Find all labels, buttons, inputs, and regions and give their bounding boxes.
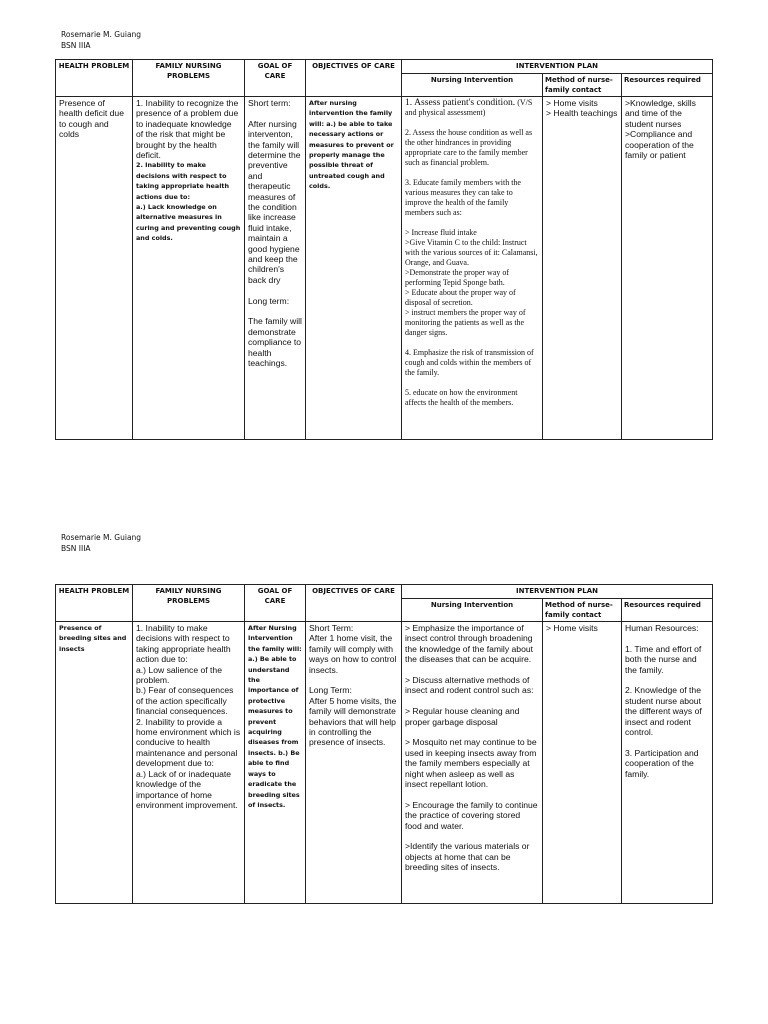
- ni-item-5: > Encourage the family to continue the practice of covering stored food and water.: [405, 799, 538, 831]
- obj-long-text: After 5 home visits, the family will demonstrate behaviors that will help in controlling the presence of insects.: [309, 695, 397, 748]
- family-nursing-problems-header: FAMILY NURSING PROBLEMS: [133, 60, 245, 97]
- ni-item-3-l3: >Demonstrate the proper way of performing Tepid Sponge bath.: [405, 268, 510, 287]
- method-of-contact-cell: [543, 622, 622, 904]
- health-problem-header: HEALTH PROBLEM: [56, 585, 133, 622]
- fnp-item-2a: a.) Lack knowledge on alternative measures in curing and preventing cough and colds.: [136, 203, 241, 243]
- method-item-1: > Home visits: [546, 98, 598, 108]
- health-problem-text: Presence of breeding sites and insects: [59, 624, 127, 653]
- care-plan-table-2: [55, 584, 713, 904]
- goal-of-care-header: GOAL OF CARE: [245, 585, 306, 622]
- ni-item-3-l4: > Educate about the proper way of disposal of secretion.: [405, 288, 516, 307]
- ni-item-1-main: 1. Assess patient's condition.: [405, 97, 516, 108]
- resource-item-2: 2. Knowledge of the student nurse about the different ways of insect and rodent control.: [625, 685, 702, 738]
- intervention-plan-header: INTERVENTION PLAN: [402, 585, 713, 599]
- fnp-item-1: 1. Inability to recognize the presence of a problem due to inadequate knowledge of the risk that might be brought by the health deficit.: [136, 98, 239, 161]
- family-nursing-problems-cell: [133, 97, 245, 440]
- author-name: Rosemarie M. Guiang: [61, 30, 142, 39]
- ni-item-1: [405, 98, 539, 118]
- resources-required-header: Resources required: [622, 74, 713, 97]
- objectives-cell: [306, 97, 402, 440]
- nursing-intervention-header: Nursing Intervention: [402, 599, 543, 622]
- family-nursing-problems-header: FAMILY NURSING PROBLEMS: [133, 585, 245, 622]
- objectives-of-care-header: OBJECTIVES OF CARE: [306, 585, 402, 622]
- ni-item-3: 3. Educate family members with the various measures they can take to improve the health of the family members such as:: [405, 178, 521, 217]
- ni-item-2: > Discuss alternative methods of insect and rodent control such as:: [405, 675, 534, 696]
- resource-item-1: >Knowledge, skills and time of the student nurses: [625, 98, 696, 129]
- objectives-text: After nursing intervention the family will: a.) be able to take necessary actions or measures to prevent or properly manage the possible threat of untreated cough and colds.: [309, 99, 394, 191]
- method-of-contact-cell: [543, 97, 622, 440]
- ni-item-1-paren: (V/S and physical assessment): [405, 98, 533, 117]
- method-item-2: > Health teachings: [546, 108, 618, 119]
- section-name: BSN IIIA: [61, 41, 91, 50]
- goal-long-text: The family will demonstrate compliance to health teachings.: [248, 316, 302, 369]
- resources-cell: [622, 97, 713, 440]
- ni-item-3: > Regular house cleaning and proper garbage disposal: [405, 706, 520, 727]
- goal-short-label: Short term:: [248, 98, 291, 108]
- fnp-item-1b: b.) Fear of consequences of the action specifically financial consequences.: [136, 685, 234, 717]
- page1-header: [61, 29, 141, 51]
- resource-item-3: 3. Participation and cooperation of the family.: [625, 747, 699, 779]
- health-problem-header: HEALTH PROBLEM: [56, 60, 133, 97]
- resources-required-header: Resources required: [622, 599, 713, 622]
- ni-item-4: 4. Emphasize the risk of transmission of cough and colds within the members of the family.: [405, 348, 534, 377]
- ni-item-3-l5: > instruct members the proper way of monitoring the patients as well as the danger signs.: [405, 308, 526, 337]
- ni-item-1: > Emphasize the importance of insect control through broadening the knowledge of the family about the diseases that can be acquire.: [405, 623, 534, 665]
- fnp-item-2: 2. Inability to make decisions with respect to taking appropriate health actions due to:: [136, 161, 229, 201]
- nursing-intervention-cell: [402, 622, 543, 904]
- resources-cell: [622, 622, 713, 904]
- method-of-contact-header: Method of nurse-family contact: [543, 599, 622, 622]
- goal-of-care-cell: [245, 97, 306, 440]
- ni-item-5: 5. educate on how the environment affects the health of the members.: [405, 388, 518, 407]
- section-name: BSN IIIA: [61, 544, 91, 553]
- page2-header: [61, 532, 141, 554]
- obj-short-label: Short Term:: [309, 623, 354, 633]
- ni-item-4: > Mosquito net may continue to be used in keeping insects away from the family members especially at night when asleep as well as insect repellant lotion.: [405, 737, 537, 790]
- objectives-cell: [306, 622, 402, 904]
- resource-item-1: 1. Time and effort of both the nurse and the family.: [625, 643, 702, 675]
- obj-long-label: Long Term:: [309, 685, 352, 696]
- fnp-item-2: 2. Inability to provide a home environment which is conducive to health maintenance and personal development due to:: [136, 716, 241, 769]
- intervention-plan-header: INTERVENTION PLAN: [402, 60, 713, 74]
- nursing-intervention-cell: [402, 97, 543, 440]
- goal-of-care-cell: [245, 622, 306, 904]
- resource-item-2: >Compliance and cooperation of the family or patient: [625, 129, 694, 161]
- fnp-item-2a: a.) Lack of or inadequate knowledge of the importance of home environment improvement.: [136, 768, 238, 810]
- nursing-intervention-header: Nursing Intervention: [402, 74, 543, 97]
- ni-item-3-l2: >Give Vitamin C to the child: Instruct with the various sources of it: Calamansi, Orange, and Guava.: [405, 238, 538, 267]
- health-problem-cell: [56, 622, 133, 904]
- goal-of-care-header: GOAL OF CARE: [245, 60, 306, 97]
- objectives-of-care-header: OBJECTIVES OF CARE: [306, 60, 402, 97]
- fnp-item-1: 1. Inability to make decisions with respect to taking appropriate health action due to:: [136, 623, 231, 665]
- ni-item-6: >Identify the various materials or objects at home that can be breeding sites of insects.: [405, 841, 530, 873]
- health-problem-text: Presence of health deficit due to cough and colds: [59, 98, 124, 140]
- fnp-item-1a: a.) Low salience of the problem.: [136, 664, 222, 686]
- family-nursing-problems-cell: [133, 622, 245, 904]
- method-of-contact-header: Method of nurse-family contact: [543, 74, 622, 97]
- method-item-1: > Home visits: [546, 623, 598, 633]
- goal-long-label: Long term:: [248, 295, 290, 306]
- ni-item-3-l1: > Increase fluid intake: [405, 228, 477, 237]
- health-problem-cell: [56, 97, 133, 440]
- care-plan-table-1: [55, 59, 713, 440]
- goal-short-text: After nursing interventon, the family will determine the preventive and therapeutic measures of the condition like increase fluid intake, maintain a good hygiene and keep the children's back dry: [248, 118, 301, 285]
- goal-text: After Nursing Intervention the family will: a.) Be able to understand the importance of protective measures to prevent acquiring diseases from insects. b.) Be able to find ways to eradicate the breeding sites of insects.: [248, 624, 302, 809]
- resources-label: Human Resources:: [625, 623, 699, 633]
- obj-short-text: After 1 home visit, the family will comply with ways on how to control insects.: [309, 633, 397, 675]
- ni-item-2: 2. Assess the house condition as well as the other hindrances in providing appropriate care to the family member such as financial problem.: [405, 128, 533, 167]
- author-name: Rosemarie M. Guiang: [61, 533, 142, 542]
